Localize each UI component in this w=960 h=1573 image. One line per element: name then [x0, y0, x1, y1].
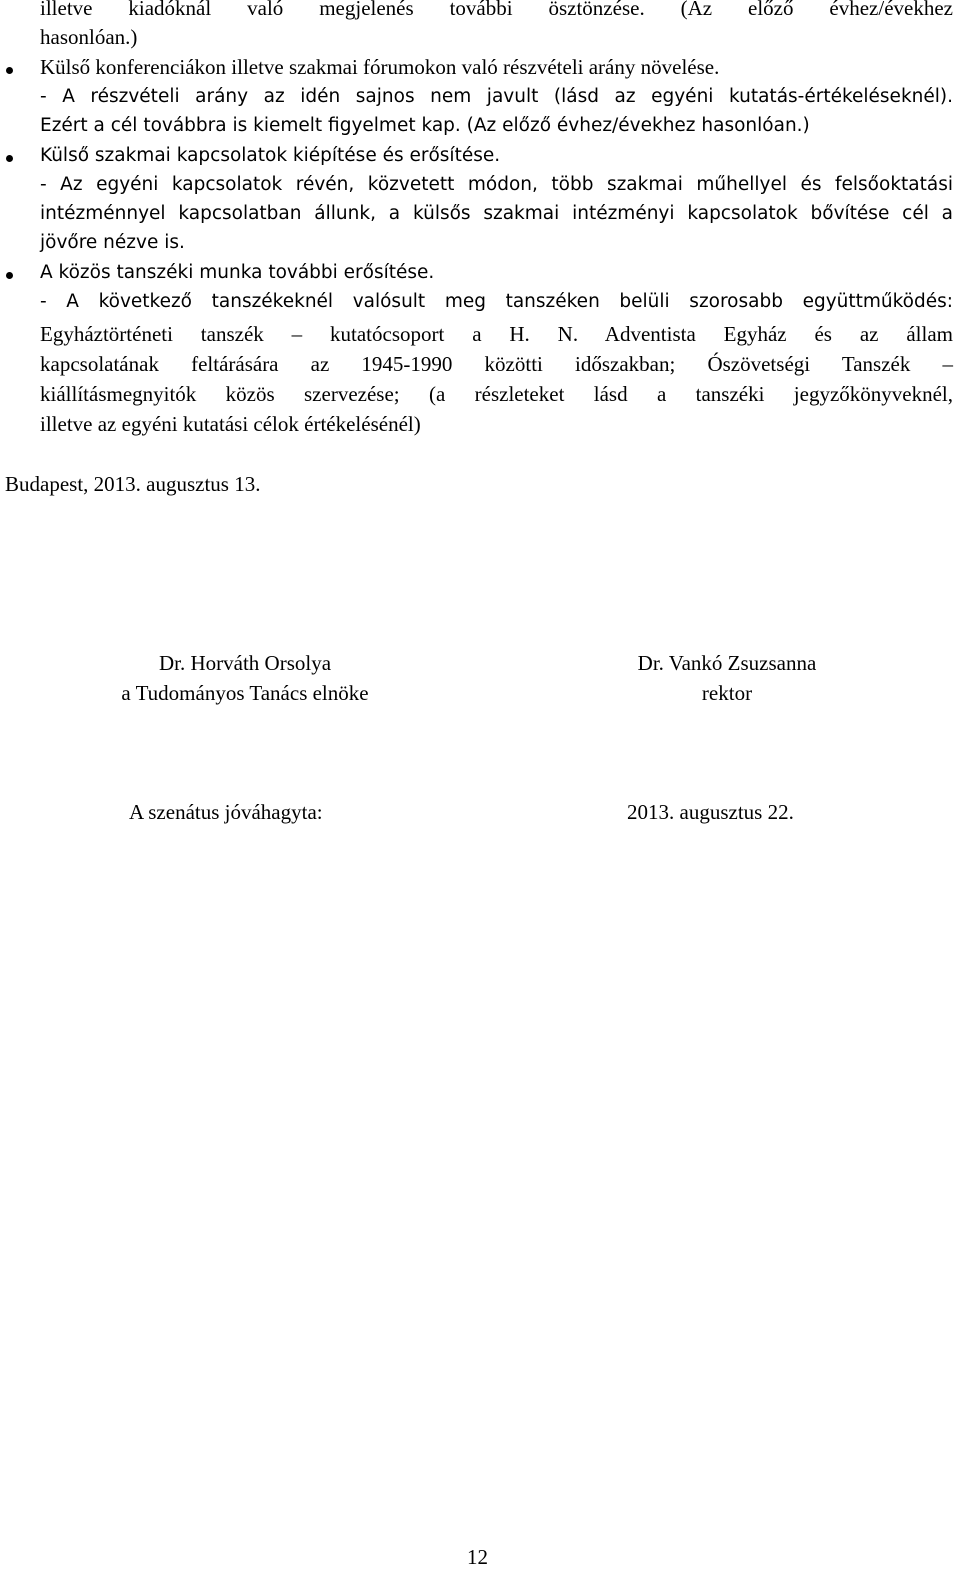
bullet-item-external-conferences: Külső konferenciákon illetve szakmai fórumokon való részvételi arány növelése. — [40, 55, 720, 79]
signature-left-name: Dr. Horváth Orsolya — [158, 651, 332, 675]
signature-left-title: a Tudományos Tanács elnöke — [121, 681, 369, 705]
text-line-4: - A részvételi arány az idén sajnos nem javult (lásd az egyéni kutatás-értékeléseknél). — [40, 86, 953, 107]
text-line-13: kapcsolatának feltárására az 1945-1990 közötti időszakban; Ószövetségi Tanszék – — [40, 352, 953, 376]
text-line-14: kiállításmegnyitók közös szervezése; (a részleteket lásd a tanszéki jegyzőkönyveknél, — [40, 382, 953, 406]
bullet-icon — [6, 155, 13, 162]
bullet-icon — [6, 67, 13, 74]
place-date: Budapest, 2013. augusztus 13. — [5, 472, 261, 496]
approval-date: 2013. augusztus 22. — [627, 800, 794, 824]
text-line-1: illetve kiadóknál való megjelenés további ösztönzése. (Az előző évhez/évekhez — [40, 0, 953, 20]
text-line-15: illetve az egyéni kutatási célok értékelésénél) — [40, 412, 421, 436]
signature-right-name: Dr. Vankó Zsuzsanna — [637, 651, 817, 675]
text-line-12: Egyháztörténeti tanszék – kutatócsoport a H. N. Adventista Egyház és az állam — [40, 322, 953, 346]
text-line-8: intézménnyel kapcsolatban állunk, a külsős szakmai intézményi kapcsolatok bővítése cél a — [40, 203, 953, 224]
text-line-5: Ezért a cél továbbra is kiemelt figyelmet kap. (Az előző évhez/évekhez hasonlóan.) — [40, 115, 810, 136]
text-line-9: jövőre nézve is. — [40, 232, 185, 253]
bullet-icon — [6, 272, 13, 279]
page-number: 12 — [467, 1545, 488, 1569]
signature-right-title: rektor — [701, 681, 753, 705]
text-line-11: - A következő tanszékeknél valósult meg tanszéken belüli szorosabb együttműködés: — [40, 291, 953, 312]
bullet-item-department-work: A közös tanszéki munka további erősítése. — [40, 262, 435, 283]
approval-label: A szenátus jóváhagyta: — [129, 800, 323, 824]
text-line-2: hasonlóan.) — [40, 25, 138, 49]
bullet-item-external-relations: Külső szakmai kapcsolatok kiépítése és erősítése. — [40, 145, 501, 166]
text-line-7: - Az egyéni kapcsolatok révén, közvetett módon, több szakmai műhellyel és felsőoktatási — [40, 174, 953, 195]
